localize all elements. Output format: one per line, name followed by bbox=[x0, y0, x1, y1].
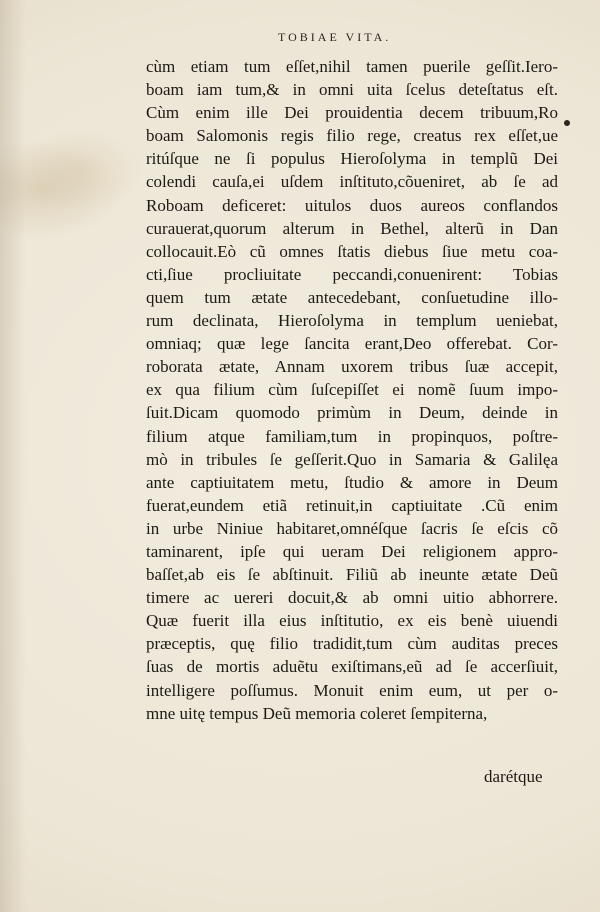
catchword: darétque bbox=[484, 767, 543, 786]
text-line: Quæ fuerit illa eius inſtitutio, ex eis benè uiuendi bbox=[146, 611, 558, 631]
text-line: præceptis, quę filio tradidit,tum cùm auditas preces bbox=[146, 634, 558, 654]
text-line: boam iam tum,& in omni uita ſcelus deteſtatus eſt. bbox=[146, 80, 558, 100]
text-line: colendi cauſa,ei uſdem inſtituto,cõueniret, ab ſe ad bbox=[146, 172, 558, 192]
text-line: boam Salomonis regis filio rege, creatus rex eſſet,ue bbox=[146, 126, 558, 146]
text-line: rum declinata, Hieroſolyma in templum ueniebat, bbox=[146, 311, 558, 331]
text-line: quem tum ætate antecedebant, conſuetudine illo- bbox=[146, 287, 558, 307]
text-line: ſuas de mortis aduẽtu exiſtimans,eũ ad ſe accerſiuit, bbox=[146, 657, 558, 677]
text-block bbox=[146, 55, 558, 725]
text-line: ex qua filium cùm ſuſcepiſſet ei nomẽ ſuum impo- bbox=[146, 380, 558, 400]
text-line: taminarent, ipſe qui ueram Dei religionem appro- bbox=[146, 541, 558, 561]
text-line: mne uitę tempus Deũ memoria coleret ſempiterna, bbox=[146, 703, 488, 723]
text-line: timere ac uereri docuit,& ab omni uitio abhorrere. bbox=[146, 588, 558, 608]
text-line: collocauit.Eò cũ omnes ſtatis diebus ſiue metu coa- bbox=[146, 241, 558, 261]
text-line: intelligere poſſumus. Monuit enim eum, ut per o- bbox=[146, 680, 558, 700]
text-line: roborata ætate, Annam uxorem tribus ſuæ accepit, bbox=[146, 357, 558, 377]
text-line: ſuit.Dicam quomodo primùm in Deum, deinde in bbox=[146, 403, 558, 423]
text-line: Roboam deficeret: uitulos duos aureos conflandos bbox=[146, 195, 558, 215]
margin-mark bbox=[564, 120, 570, 126]
text-line: filium atque familiam,tum in propinquos, poſtre- bbox=[146, 426, 558, 446]
text-line: omniaq; quæ lege ſancita erant,Deo offerebat. Cor- bbox=[146, 334, 558, 354]
text-line: baſſet,ab eis ſe abſtinuit. Filiũ ab ineunte ætate Deũ bbox=[146, 565, 558, 585]
text-line: cti,ſiue procliuitate peccandi,conuenirent: Tobias bbox=[146, 264, 558, 284]
text-line: mò in tribules ſe geſſerit.Quo in Samaria & Galilęa bbox=[146, 449, 558, 469]
text-line: ante captiuitatem metu, ſtudio & amore in Deum bbox=[146, 472, 558, 492]
text-line: Cùm enim ille Dei prouidentia decem tribuum,Ro bbox=[146, 103, 558, 123]
text-line: cùm etiam tum eſſet,nihil tamen puerile geſſit.Iero- bbox=[146, 57, 558, 76]
text-line: ritúſque ne ſi populus Hieroſolyma in templũ Dei bbox=[146, 149, 558, 169]
running-head: TOBIAE VITA. bbox=[278, 30, 392, 44]
text-line: curauerat,quorum alterum in Bethel, alterũ in Dan bbox=[146, 218, 558, 238]
text-line: fuerat,eundem etiã retinuit,in captiuitate .Cũ enim bbox=[146, 495, 558, 515]
text-line: in urbe Niniue habitaret,omnéſque ſacris ſe eſcis cõ bbox=[146, 518, 558, 538]
